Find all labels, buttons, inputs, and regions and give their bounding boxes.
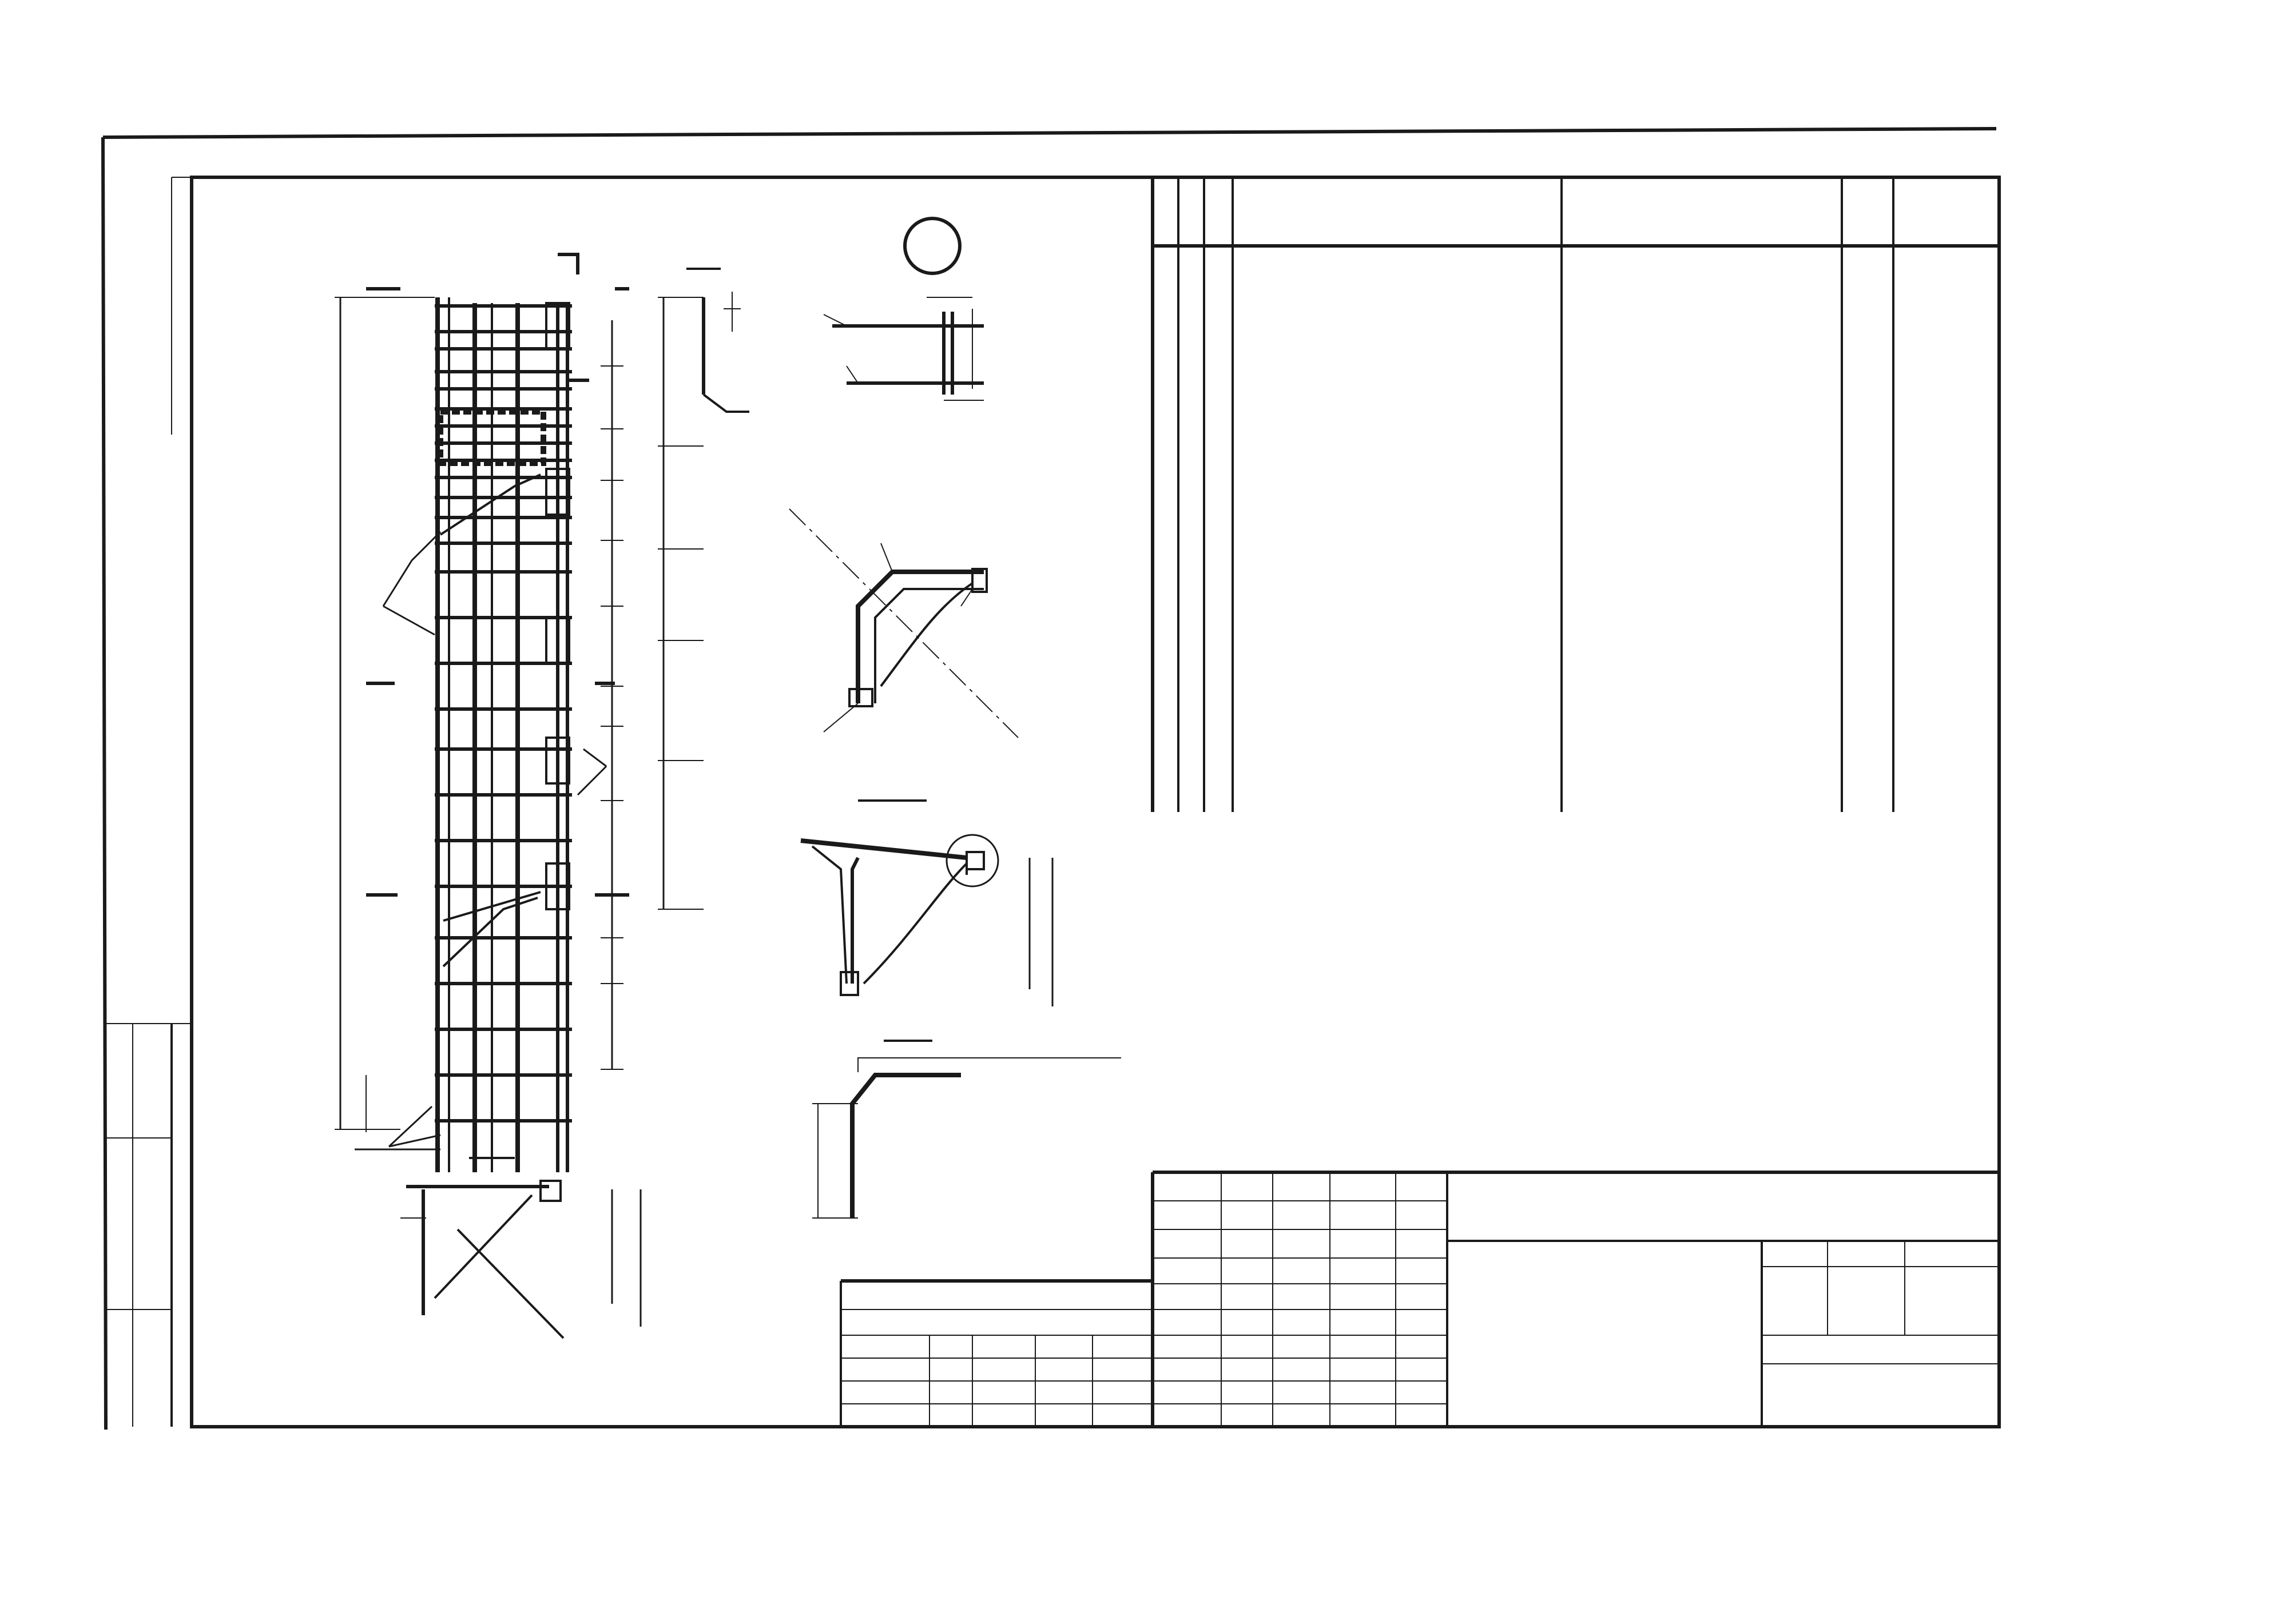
section-2-2 — [789, 509, 1018, 738]
spec-table-grid — [1153, 177, 1999, 812]
section-4-4 — [686, 269, 749, 412]
section-3-3 — [801, 801, 1052, 1006]
poz-789-detail — [812, 1041, 1121, 1218]
main-elevation — [335, 254, 704, 1172]
sheet-frame — [103, 129, 1999, 1430]
section-1-1 — [400, 1158, 641, 1338]
title-block-grid — [841, 1172, 1999, 1427]
detail-I — [824, 218, 984, 400]
